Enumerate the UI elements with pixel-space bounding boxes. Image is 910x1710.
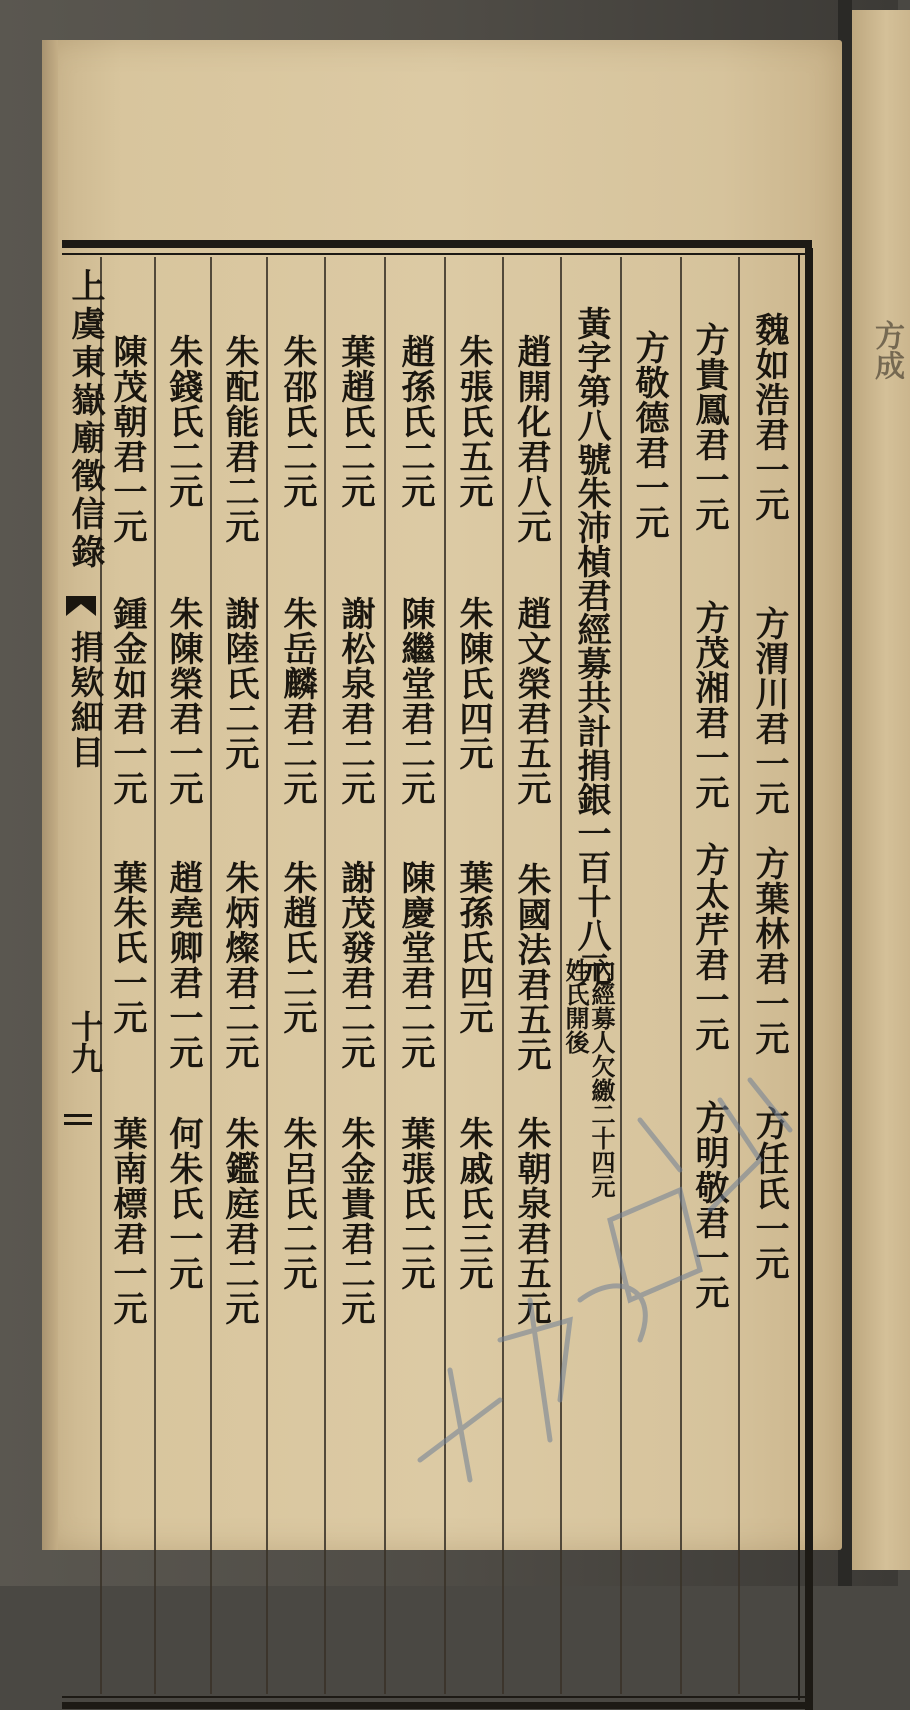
donor-entry: 朱陳榮君一元 bbox=[163, 596, 203, 806]
facing-page bbox=[850, 10, 910, 1570]
donor-entry: 朱趙氏二元 bbox=[277, 860, 317, 1035]
donor-entry: 葉朱氏一元 bbox=[107, 860, 147, 1035]
donor-entry: 謝陸氏二元 bbox=[219, 596, 259, 771]
donor-entry: 陳繼堂君二元 bbox=[395, 596, 435, 806]
frame-bottom-rule bbox=[62, 1702, 812, 1709]
donor-entry: 葉趙氏二元 bbox=[335, 334, 375, 509]
facing-page-text bbox=[866, 320, 906, 380]
donor-entry: 朱呂氏二元 bbox=[277, 1116, 317, 1291]
donor-entry: 葉張氏二元 bbox=[395, 1116, 435, 1291]
frame-bottom-inner-rule bbox=[62, 1696, 810, 1698]
donor-entry: 朱張氏五元 bbox=[453, 334, 493, 509]
donor-entry: 趙文榮君五元 bbox=[511, 596, 551, 806]
donor-entry: 葉南標君一元 bbox=[107, 1116, 147, 1326]
donor-entry: 朱錢氏二元 bbox=[163, 334, 203, 509]
donor-entry: 何朱氏一元 bbox=[163, 1116, 203, 1291]
donor-entry: 朱陳氏四元 bbox=[453, 596, 493, 771]
donor-entry: 朱國法君五元 bbox=[511, 862, 551, 1072]
group-heading: 黃字第八號朱沛楨君經募共計捐銀一百十八元 bbox=[571, 306, 611, 986]
donor-entry: 陳慶堂君二元 bbox=[395, 860, 435, 1070]
page-number: 十九 bbox=[66, 1010, 104, 1074]
frame-right-rule bbox=[805, 248, 813, 1710]
page-edge bbox=[42, 40, 58, 1550]
heading-note-left: 姓氏開後 bbox=[561, 958, 590, 1054]
donor-entry: 謝松泉君二元 bbox=[335, 596, 375, 806]
donor-entry: 朱炳燦君二元 bbox=[219, 860, 259, 1070]
book-title: 上虞東嶽廟徵信錄 bbox=[65, 268, 105, 572]
column-divider bbox=[384, 257, 386, 1694]
column-divider bbox=[738, 257, 740, 1694]
donor-entry: 方明敬君一元 bbox=[689, 1100, 729, 1310]
donor-entry: 方貴鳳君一元 bbox=[689, 322, 729, 532]
donor-entry: 方茂湘君一元 bbox=[689, 600, 729, 810]
frame-right-inner-rule bbox=[798, 255, 800, 1700]
donor-entry: 方渭川君一元 bbox=[749, 606, 789, 816]
section-title: 捐欵細目 bbox=[66, 630, 105, 770]
donor-entry: 趙開化君八元 bbox=[511, 334, 551, 544]
column-divider bbox=[266, 257, 268, 1694]
donor-entry: 朱鑑庭君二元 bbox=[219, 1116, 259, 1326]
donor-entry: 朱配能君二元 bbox=[219, 334, 259, 544]
fish-tail-mark-icon bbox=[66, 596, 96, 616]
donor-entry: 朱朝泉君五元 bbox=[511, 1116, 551, 1326]
donor-entry: 朱邵氏二元 bbox=[277, 334, 317, 509]
facing-page-line-1: 方成 bbox=[869, 320, 904, 380]
donor-entry: 謝茂發君二元 bbox=[335, 860, 375, 1070]
donor-entry: 方任氏一元 bbox=[749, 1106, 789, 1281]
column-divider bbox=[324, 257, 326, 1694]
donor-entry: 方敬德君一元 bbox=[629, 330, 669, 540]
donor-entry: 朱岳麟君二元 bbox=[277, 596, 317, 806]
donor-entry: 趙孫氏二元 bbox=[395, 334, 435, 509]
donor-entry: 方葉林君一元 bbox=[749, 846, 789, 1056]
heading-note-right: 內經募人欠繳二十四元 bbox=[587, 958, 616, 1198]
donor-entry: 陳茂朝君一元 bbox=[107, 334, 147, 544]
donor-entry: 趙堯卿君一元 bbox=[163, 860, 203, 1070]
donor-entry: 朱戚氏三元 bbox=[453, 1116, 493, 1291]
donor-entry: 鍾金如君一元 bbox=[107, 596, 147, 806]
donor-entry: 朱金貴君二元 bbox=[335, 1116, 375, 1326]
frame-top-inner-rule bbox=[62, 253, 810, 255]
donor-entry: 魏如浩君一元 bbox=[749, 312, 789, 522]
page-number-mark-icon bbox=[62, 1112, 94, 1128]
donor-entry: 葉孫氏四元 bbox=[453, 860, 493, 1035]
donor-entry: 方太芹君一元 bbox=[689, 842, 729, 1052]
frame-top-rule bbox=[62, 240, 812, 248]
